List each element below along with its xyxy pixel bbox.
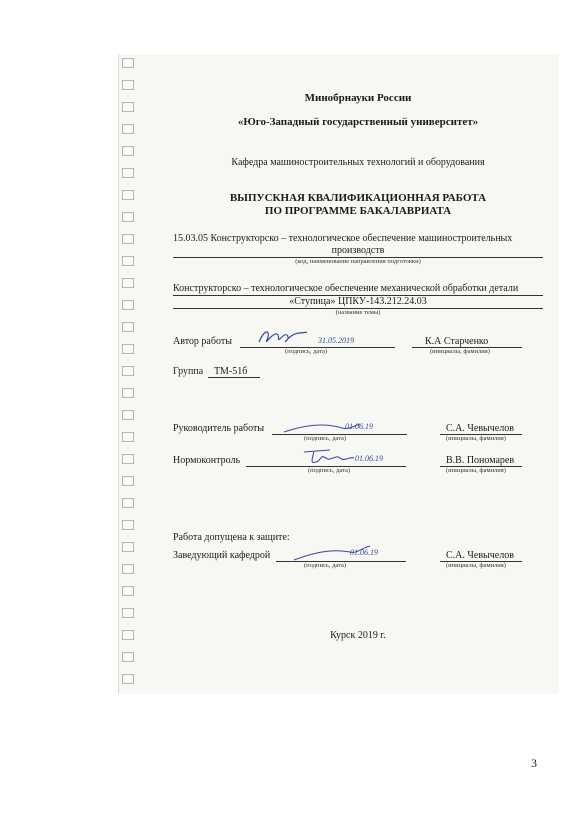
department-name: Кафедра машиностроительных технологий и оборудования [231,157,485,168]
author-sign-caption: (подпись, дата) [285,348,328,355]
author-label: Автор работы [173,336,232,347]
author-sign-date: 31.05.2019 [318,336,354,345]
document-title: ВЫПУСКНАЯ КВАЛИФИКАЦИОННАЯ РАБОТА [229,192,487,204]
group-underline [208,377,260,378]
direction-line-1: 15.03.05 Конструкторско – технологическое обеспечение машиностроительных [173,233,513,244]
author-name-caption: (инициалы, фамилия) [430,348,490,355]
head-name-caption: (инициалы, фамилия) [446,562,506,569]
university-name: «Юго-Западный государственный университет» [237,116,479,128]
topic-caption: (название темы) [335,309,381,316]
topic-line-1: Конструкторско – технологическое обеспечение механической обработки детали [173,283,519,294]
ministry-name: Минобрнауки России [304,92,412,104]
author-name: К.А Старченко [425,336,489,347]
author-signature [255,326,315,348]
supervisor-sign-caption: (подпись, дата) [304,435,347,442]
group-value: ТМ-51б [214,366,248,377]
topic-line-2: «Ступица» ЦПКУ-143.212.24.03 [289,296,427,307]
supervisor-sign-date: 01.06.19 [345,422,373,431]
document-subtitle: ПО ПРОГРАММЕ БАКАЛАВРИАТА [264,205,452,217]
supervisor-name: С.А. Чевычелов [446,423,514,434]
group-label: Группа [173,366,204,377]
direction-caption: (код, наименование направления подготовки) [295,258,421,265]
head-sign-caption: (подпись, дата) [304,562,347,569]
normcontrol-label: Нормоконтроль [173,455,241,466]
head-of-department-label: Заведующий кафедрой [173,550,271,561]
normcontrol-sign-caption: (подпись, дата) [308,467,351,474]
binding-holes [122,58,136,688]
admission-heading: Работа допущена к защите: [173,532,290,543]
supervisor-name-caption: (инициалы, фамилия) [446,435,506,442]
head-of-department-name: С.А. Чевычелов [446,550,514,561]
head-sign-date: 01.06.19 [350,548,378,557]
direction-line-2: производств [331,245,385,256]
city-year: Курск 2019 г. [330,630,386,641]
normcontrol-signature [300,446,356,468]
supervisor-label: Руководитель работы [173,423,265,434]
normcontrol-sign-date: 01.06.19 [355,454,383,463]
page-number: 3 [531,756,537,770]
normcontrol-name: В.В. Пономарев [446,455,515,466]
normcontrol-name-caption: (инициалы, фамилия) [446,467,506,474]
